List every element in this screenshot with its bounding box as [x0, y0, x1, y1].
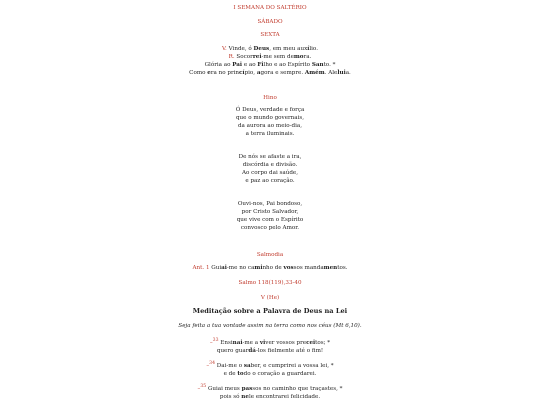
verse-35: [0, 383, 540, 401]
text: ber, e cumprirei a vossa lei, *: [250, 362, 334, 369]
text: Guiai meus: [206, 385, 242, 392]
hymn-line: por Cristo Salvador,: [241, 209, 299, 215]
stress: vos: [283, 265, 294, 271]
stress: Pai: [232, 62, 243, 68]
text: , em meu aux: [269, 46, 308, 52]
antiphon-mark: Ant. 1: [192, 265, 210, 271]
versicle-mark: V.: [221, 46, 227, 52]
verse-line-cont: [0, 347, 540, 355]
text: do o coração a guardarei.: [243, 370, 317, 377]
hymn-line: Ao corpo dai saúde,: [241, 170, 299, 176]
text: e de: [223, 370, 238, 377]
response-mark: R.: [228, 54, 235, 60]
text: pio,: [244, 70, 257, 76]
verse-line: [0, 383, 540, 393]
stress: Fi: [257, 62, 264, 68]
verse-number: 34: [209, 360, 216, 366]
versicle-line: [0, 45, 540, 53]
text: le encontrarei felicidade.: [248, 393, 321, 400]
verse-line: [0, 337, 540, 347]
verse-line: [0, 360, 540, 370]
hymn-line: discórdia e divisão.: [242, 162, 298, 168]
psalm-verses: [0, 337, 540, 406]
stress: cí: [239, 70, 245, 76]
text: ra no prin: [210, 70, 240, 76]
week-heading: I SEMANA DO SALTÉRIO: [233, 5, 307, 11]
text: -me a: [242, 339, 260, 346]
psalm-section: V (He): [260, 295, 280, 301]
stress: dá: [248, 347, 256, 354]
stress: pas: [241, 385, 253, 392]
hymn-line: que o mundo governais,: [235, 115, 305, 121]
gloria-line-2: [0, 69, 540, 77]
text: . Ale: [324, 70, 338, 76]
psalmody-title: Salmodia: [256, 252, 284, 258]
text: a.: [345, 70, 351, 76]
stress: men: [323, 265, 338, 271]
hymn-line: e paz ao coração.: [245, 178, 295, 184]
psalm-title: Meditação sobre a Palavra de Deus na Lei: [192, 307, 348, 315]
stress: í: [307, 46, 310, 52]
text: Gui: [209, 265, 222, 271]
hymn-line: da aurora ao meio-dia,: [237, 123, 303, 129]
hymn-line: Ouvi-nos, Pai bondoso,: [237, 201, 303, 207]
psalm-subtitle: Seja feita a tua vontade assim na terra como nos céus (Mt 6,10).: [178, 323, 362, 329]
stress: rei: [252, 54, 262, 60]
stress: mo: [293, 54, 304, 60]
day-heading: SÁBADO: [257, 19, 283, 25]
hymn-stanza-2: [0, 153, 540, 185]
hymn-title: Hino: [263, 95, 277, 101]
text: to. *: [323, 62, 336, 68]
text: -me no ca: [226, 265, 255, 271]
verse-line-cont: [0, 370, 540, 378]
hour-heading: SEXTA: [260, 32, 280, 38]
text: gora e sempre.: [260, 70, 305, 76]
text: Glória ao: [204, 62, 233, 68]
stress: a: [256, 70, 261, 76]
stress: San: [311, 62, 324, 68]
stress: vi: [259, 339, 266, 346]
verse-33: [0, 337, 540, 355]
verse-dash: –: [209, 339, 213, 346]
text: sos no caminho que traçastes, *: [252, 385, 343, 392]
text: lho e ao Espírito: [263, 62, 312, 68]
verse-line-cont: [0, 393, 540, 401]
stress: e: [207, 70, 211, 76]
text: -los fielmente até o fim!: [255, 347, 324, 354]
stress: ai: [221, 265, 227, 271]
text: ra.: [303, 54, 312, 60]
hymn-line: convosco pelo Amor.: [240, 225, 300, 231]
stress: mi: [254, 265, 263, 271]
hymn-line: De nós se afaste a ira,: [238, 154, 302, 160]
stress: lui: [337, 70, 346, 76]
stress: Amém: [304, 70, 325, 76]
text: Vinde, ó: [226, 46, 254, 52]
hymn-line: que vive com o Espírito: [236, 217, 304, 223]
stress: nai: [232, 339, 243, 346]
antiphon-1: [0, 264, 540, 272]
text: tos; *: [315, 339, 331, 346]
psalm-reference: Salmo 118(119),33-40: [238, 280, 302, 286]
text: lio.: [309, 46, 318, 52]
text: tos.: [337, 265, 348, 271]
stress: ne: [241, 393, 249, 400]
text: sos manda: [293, 265, 324, 271]
stress: cei: [306, 339, 316, 346]
stress: to: [237, 370, 244, 377]
verse-34: [0, 360, 540, 378]
hymn-stanza-1: [0, 106, 540, 138]
text: nho de: [262, 265, 284, 271]
text: e ao: [242, 62, 258, 68]
verse-number: 33: [212, 338, 219, 343]
stress: Deus: [253, 46, 270, 52]
stress: sa: [243, 362, 251, 369]
hymn-line: Ó Deus, verdade e força: [235, 107, 305, 113]
text: Dai-me o: [215, 362, 244, 369]
text: Como: [189, 70, 208, 76]
text: pois só: [219, 393, 242, 400]
text: Ensi: [218, 339, 233, 346]
hymn-line: a terra iluminais.: [245, 131, 295, 137]
opening-versicles: [0, 45, 540, 77]
hymn-stanza-3: [0, 200, 540, 232]
text: Socor: [234, 54, 253, 60]
gloria-line-1: [0, 61, 540, 69]
verse-dash: –: [206, 362, 210, 369]
verse-number: 35: [200, 383, 207, 389]
text: quero guar: [216, 347, 249, 354]
verse-dash: –: [197, 385, 201, 392]
response-line: [0, 53, 540, 61]
text: -me sem de: [261, 54, 294, 60]
text: ver vossos pre: [265, 339, 307, 346]
